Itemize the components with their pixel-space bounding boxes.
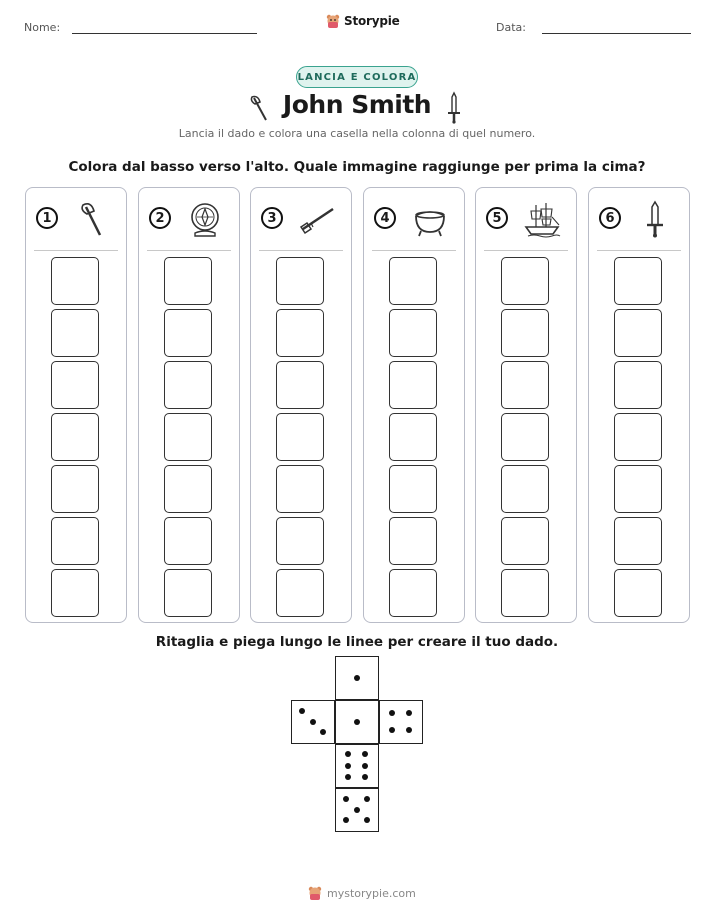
column-number: 3 <box>261 207 283 229</box>
color-box[interactable] <box>164 257 212 305</box>
color-box[interactable] <box>164 465 212 513</box>
color-box[interactable] <box>614 361 662 409</box>
dice-column-5 <box>475 187 577 623</box>
color-box[interactable] <box>164 517 212 565</box>
color-box[interactable] <box>614 309 662 357</box>
activity-tag: LANCIA E COLORA <box>296 66 418 88</box>
pip <box>354 719 360 725</box>
pip <box>406 710 412 716</box>
column-divider <box>259 250 343 251</box>
color-box[interactable] <box>276 361 324 409</box>
bear-logo-icon <box>326 13 340 29</box>
pip <box>343 796 349 802</box>
pip <box>362 774 368 780</box>
column-divider <box>372 250 456 251</box>
color-box[interactable] <box>164 413 212 461</box>
color-box[interactable] <box>614 569 662 617</box>
column-number: 6 <box>599 207 621 229</box>
pip <box>362 751 368 757</box>
musket-icon <box>297 199 337 239</box>
color-box[interactable] <box>501 569 549 617</box>
color-box[interactable] <box>276 465 324 513</box>
color-box[interactable] <box>51 257 99 305</box>
dice-face-3 <box>291 700 335 744</box>
color-box[interactable] <box>51 465 99 513</box>
footer <box>308 885 416 901</box>
compass-globe-icon <box>185 199 225 239</box>
footer-url[interactable]: mystorypie.com <box>327 886 416 900</box>
dice-face-1 <box>335 656 379 700</box>
color-box[interactable] <box>389 309 437 357</box>
dice-face-1 <box>335 700 379 744</box>
pip <box>345 763 351 769</box>
color-box[interactable] <box>276 569 324 617</box>
column-divider <box>34 250 118 251</box>
pip <box>354 675 360 681</box>
color-box[interactable] <box>51 309 99 357</box>
ship-icon <box>522 199 562 239</box>
brand-name: Storypie <box>344 14 400 28</box>
color-box[interactable] <box>614 465 662 513</box>
cauldron-icon <box>410 199 450 239</box>
color-box[interactable] <box>276 309 324 357</box>
date-line[interactable] <box>542 33 691 34</box>
column-header <box>589 188 689 250</box>
column-divider <box>147 250 231 251</box>
color-box[interactable] <box>51 361 99 409</box>
brand-logo <box>326 13 400 29</box>
dice-column-6 <box>588 187 690 623</box>
color-box[interactable] <box>389 517 437 565</box>
column-number: 4 <box>374 207 396 229</box>
pip <box>320 729 326 735</box>
date-label: Data: <box>496 21 526 34</box>
page-subtitle: Lancia il dado e colora una casella nella colonna di quel numero. <box>178 127 536 140</box>
dice-face-4 <box>379 700 423 744</box>
pip <box>389 727 395 733</box>
color-box[interactable] <box>501 413 549 461</box>
dice-face-5 <box>335 788 379 832</box>
pip <box>343 817 349 823</box>
cut-instruction: Ritaglia e piega lungo le linee per creare il tuo dado. <box>155 634 559 650</box>
pip <box>389 710 395 716</box>
column-divider <box>484 250 568 251</box>
pip <box>406 727 412 733</box>
pip <box>354 807 360 813</box>
color-box[interactable] <box>501 361 549 409</box>
color-box[interactable] <box>614 257 662 305</box>
color-box[interactable] <box>51 413 99 461</box>
color-box[interactable] <box>501 257 549 305</box>
color-box[interactable] <box>614 517 662 565</box>
pip <box>362 763 368 769</box>
column-header <box>251 188 351 250</box>
sword-icon <box>635 199 675 239</box>
name-label: Nome: <box>24 21 61 34</box>
column-number: 1 <box>36 207 58 229</box>
pip <box>299 708 305 714</box>
color-box[interactable] <box>164 569 212 617</box>
dice-face-6 <box>335 744 379 788</box>
pip <box>345 774 351 780</box>
sword-icon <box>444 91 464 125</box>
color-box[interactable] <box>51 517 99 565</box>
dice-column-4 <box>363 187 465 623</box>
color-box[interactable] <box>501 517 549 565</box>
color-box[interactable] <box>389 569 437 617</box>
column-header <box>139 188 239 250</box>
column-header <box>26 188 126 250</box>
color-box[interactable] <box>389 257 437 305</box>
dice-column-2 <box>138 187 240 623</box>
dice-column-1 <box>25 187 127 623</box>
color-box[interactable] <box>276 257 324 305</box>
color-box[interactable] <box>164 361 212 409</box>
color-box[interactable] <box>389 465 437 513</box>
page-title: John Smith <box>282 90 432 119</box>
name-line[interactable] <box>72 33 257 34</box>
color-box[interactable] <box>389 361 437 409</box>
pip <box>345 751 351 757</box>
color-box[interactable] <box>276 413 324 461</box>
axe-icon <box>72 199 112 239</box>
color-box[interactable] <box>51 569 99 617</box>
column-number: 5 <box>486 207 508 229</box>
color-box[interactable] <box>389 413 437 461</box>
column-header <box>476 188 576 250</box>
color-box[interactable] <box>501 309 549 357</box>
column-header <box>364 188 464 250</box>
color-box[interactable] <box>614 413 662 461</box>
pip <box>364 796 370 802</box>
color-instruction: Colora dal basso verso l'alto. Quale immagine raggiunge per prima la cima? <box>68 159 646 175</box>
bear-logo-icon <box>308 885 322 901</box>
pip <box>310 719 316 725</box>
color-box[interactable] <box>164 309 212 357</box>
column-number: 2 <box>149 207 171 229</box>
dice-column-3 <box>250 187 352 623</box>
pip <box>364 817 370 823</box>
column-divider <box>597 250 681 251</box>
color-box[interactable] <box>276 517 324 565</box>
color-box[interactable] <box>501 465 549 513</box>
